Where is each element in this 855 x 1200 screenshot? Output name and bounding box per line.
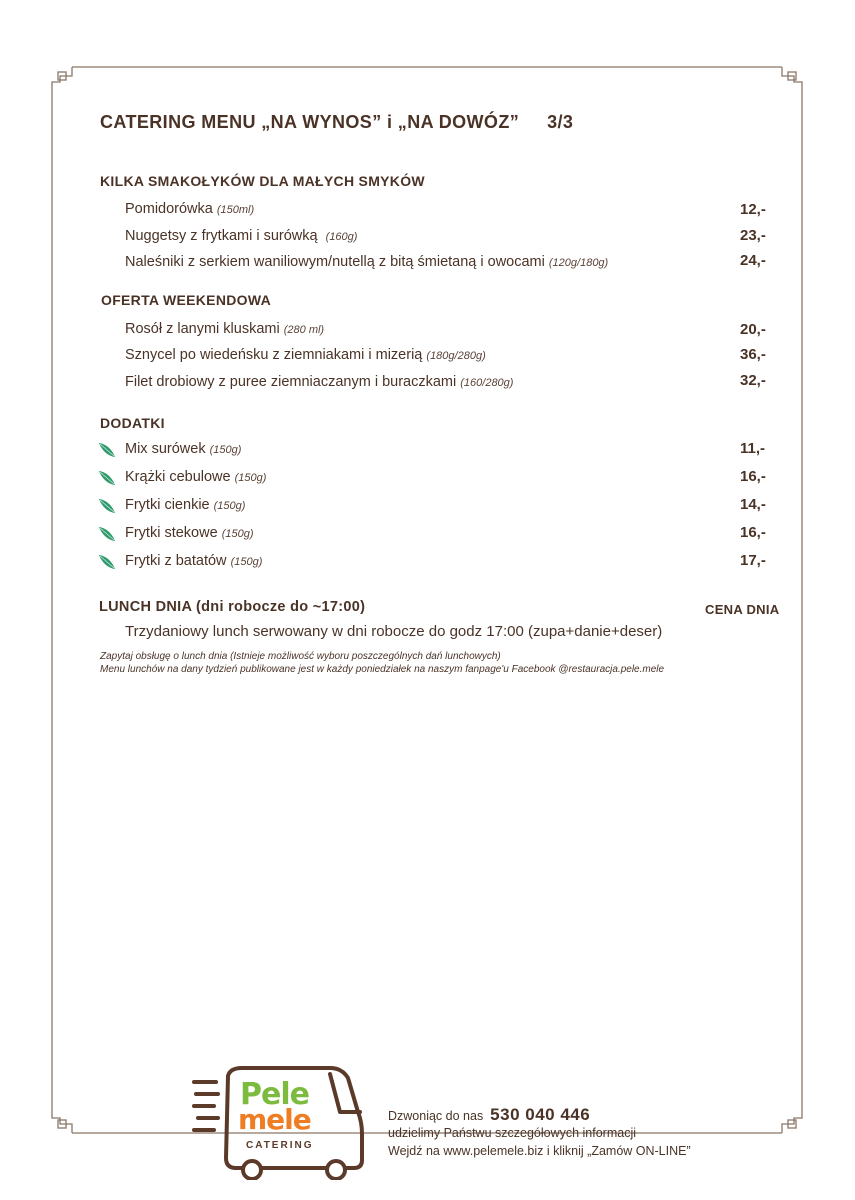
logo-word-mele: mele — [238, 1103, 311, 1136]
menu-item: Krążki cebulowe (150g) — [125, 469, 267, 485]
item-price: 11,- — [740, 440, 766, 457]
portion: (150g) — [221, 528, 254, 540]
lunch-note: Zapytaj obsługę o lunch dnia (Istnieje możliwość wyboru poszczególnych dań lunchowych) — [100, 651, 501, 662]
section-heading-sides: DODATKI — [100, 415, 165, 431]
item-price: 20,- — [740, 321, 766, 338]
item-price: 17,- — [740, 552, 766, 569]
portion: (150g) — [209, 444, 242, 456]
portion: (160/280g) — [460, 377, 514, 389]
item-price: 36,- — [740, 346, 766, 363]
menu-item: Nuggetsy z frytkami i surówką (160g) — [125, 228, 358, 244]
portion: (150g) — [234, 472, 267, 484]
item-price: 24,- — [740, 252, 766, 269]
menu-item: Frytki stekowe (150g) — [125, 525, 254, 541]
menu-item: Naleśniki z serkiem waniliowym/nutellą z bitą śmietaną i owocami (120g/180g) — [125, 254, 609, 270]
lunch-price: CENA DNIA — [705, 602, 780, 617]
page-title — [100, 112, 573, 133]
item-price: 12,- — [740, 201, 766, 218]
menu-item: Mix surówek (150g) — [125, 441, 242, 457]
leaf-icon — [98, 441, 116, 459]
portion: (150g) — [213, 500, 246, 512]
item-price: 16,- — [740, 524, 766, 541]
item-price: 23,- — [740, 227, 766, 244]
menu-item: Frytki z batatów (150g) — [125, 553, 263, 569]
lunch-heading: LUNCH DNIA (dni robocze do ~17:00) — [99, 599, 366, 615]
contact-line-3: Wejdź na www.pelemele.biz i kliknij „Zamów ON-LINE” — [388, 1144, 691, 1158]
item-price: 14,- — [740, 496, 766, 513]
portion: (150ml) — [216, 204, 255, 216]
portion: (280 ml) — [283, 324, 325, 336]
portion: (120g/180g) — [548, 257, 609, 269]
item-price: 32,- — [740, 372, 766, 389]
leaf-icon — [98, 469, 116, 487]
leaf-icon — [98, 525, 116, 543]
phone-number: 530 040 446 — [490, 1105, 591, 1124]
leaf-icon — [98, 497, 116, 515]
title-text: CATERING MENU „NA WYNOS” i „NA DOWÓZ” — [100, 112, 520, 132]
leaf-icon — [98, 553, 116, 571]
page-number: 3/3 — [547, 112, 574, 132]
portion: (150g) — [230, 556, 263, 568]
logo-word-catering: CATERING — [246, 1140, 314, 1151]
item-price: 16,- — [740, 468, 766, 485]
menu-item: Filet drobiowy z puree ziemniaczanym i buraczkami (160/280g) — [125, 374, 514, 390]
contact-line-2: udzielimy Państwu szczegółowych informacji — [388, 1126, 637, 1140]
contact-line-1: Dzwoniąc do nas 530 040 446 — [388, 1105, 591, 1124]
lunch-note: Menu lunchów na dany tydzień publikowane jest w każdy poniedziałek na naszym fanpage'u Facebook @restauracja.pele.mele — [100, 664, 665, 675]
section-heading-weekend: OFERTA WEEKENDOWA — [101, 292, 271, 308]
portion: (180g/280g) — [426, 350, 486, 362]
menu-item: Frytki cienkie (150g) — [125, 497, 246, 513]
lunch-description: Trzydaniowy lunch serwowany w dni robocze do godz 17:00 (zupa+danie+deser) — [125, 623, 663, 640]
menu-item: Rosół z lanymi kluskami (280 ml) — [125, 321, 325, 337]
logo-word-pele: Pele — [240, 1077, 309, 1112]
portion: (160g) — [325, 231, 358, 243]
menu-item: Sznycel po wiedeńsku z ziemniakami i mizerią (180g/280g) — [125, 347, 486, 363]
section-heading-kids: KILKA SMAKOŁYKÓW DLA MAŁYCH SMYKÓW — [100, 173, 425, 189]
menu-item: Pomidorówka (150ml) — [125, 201, 255, 217]
